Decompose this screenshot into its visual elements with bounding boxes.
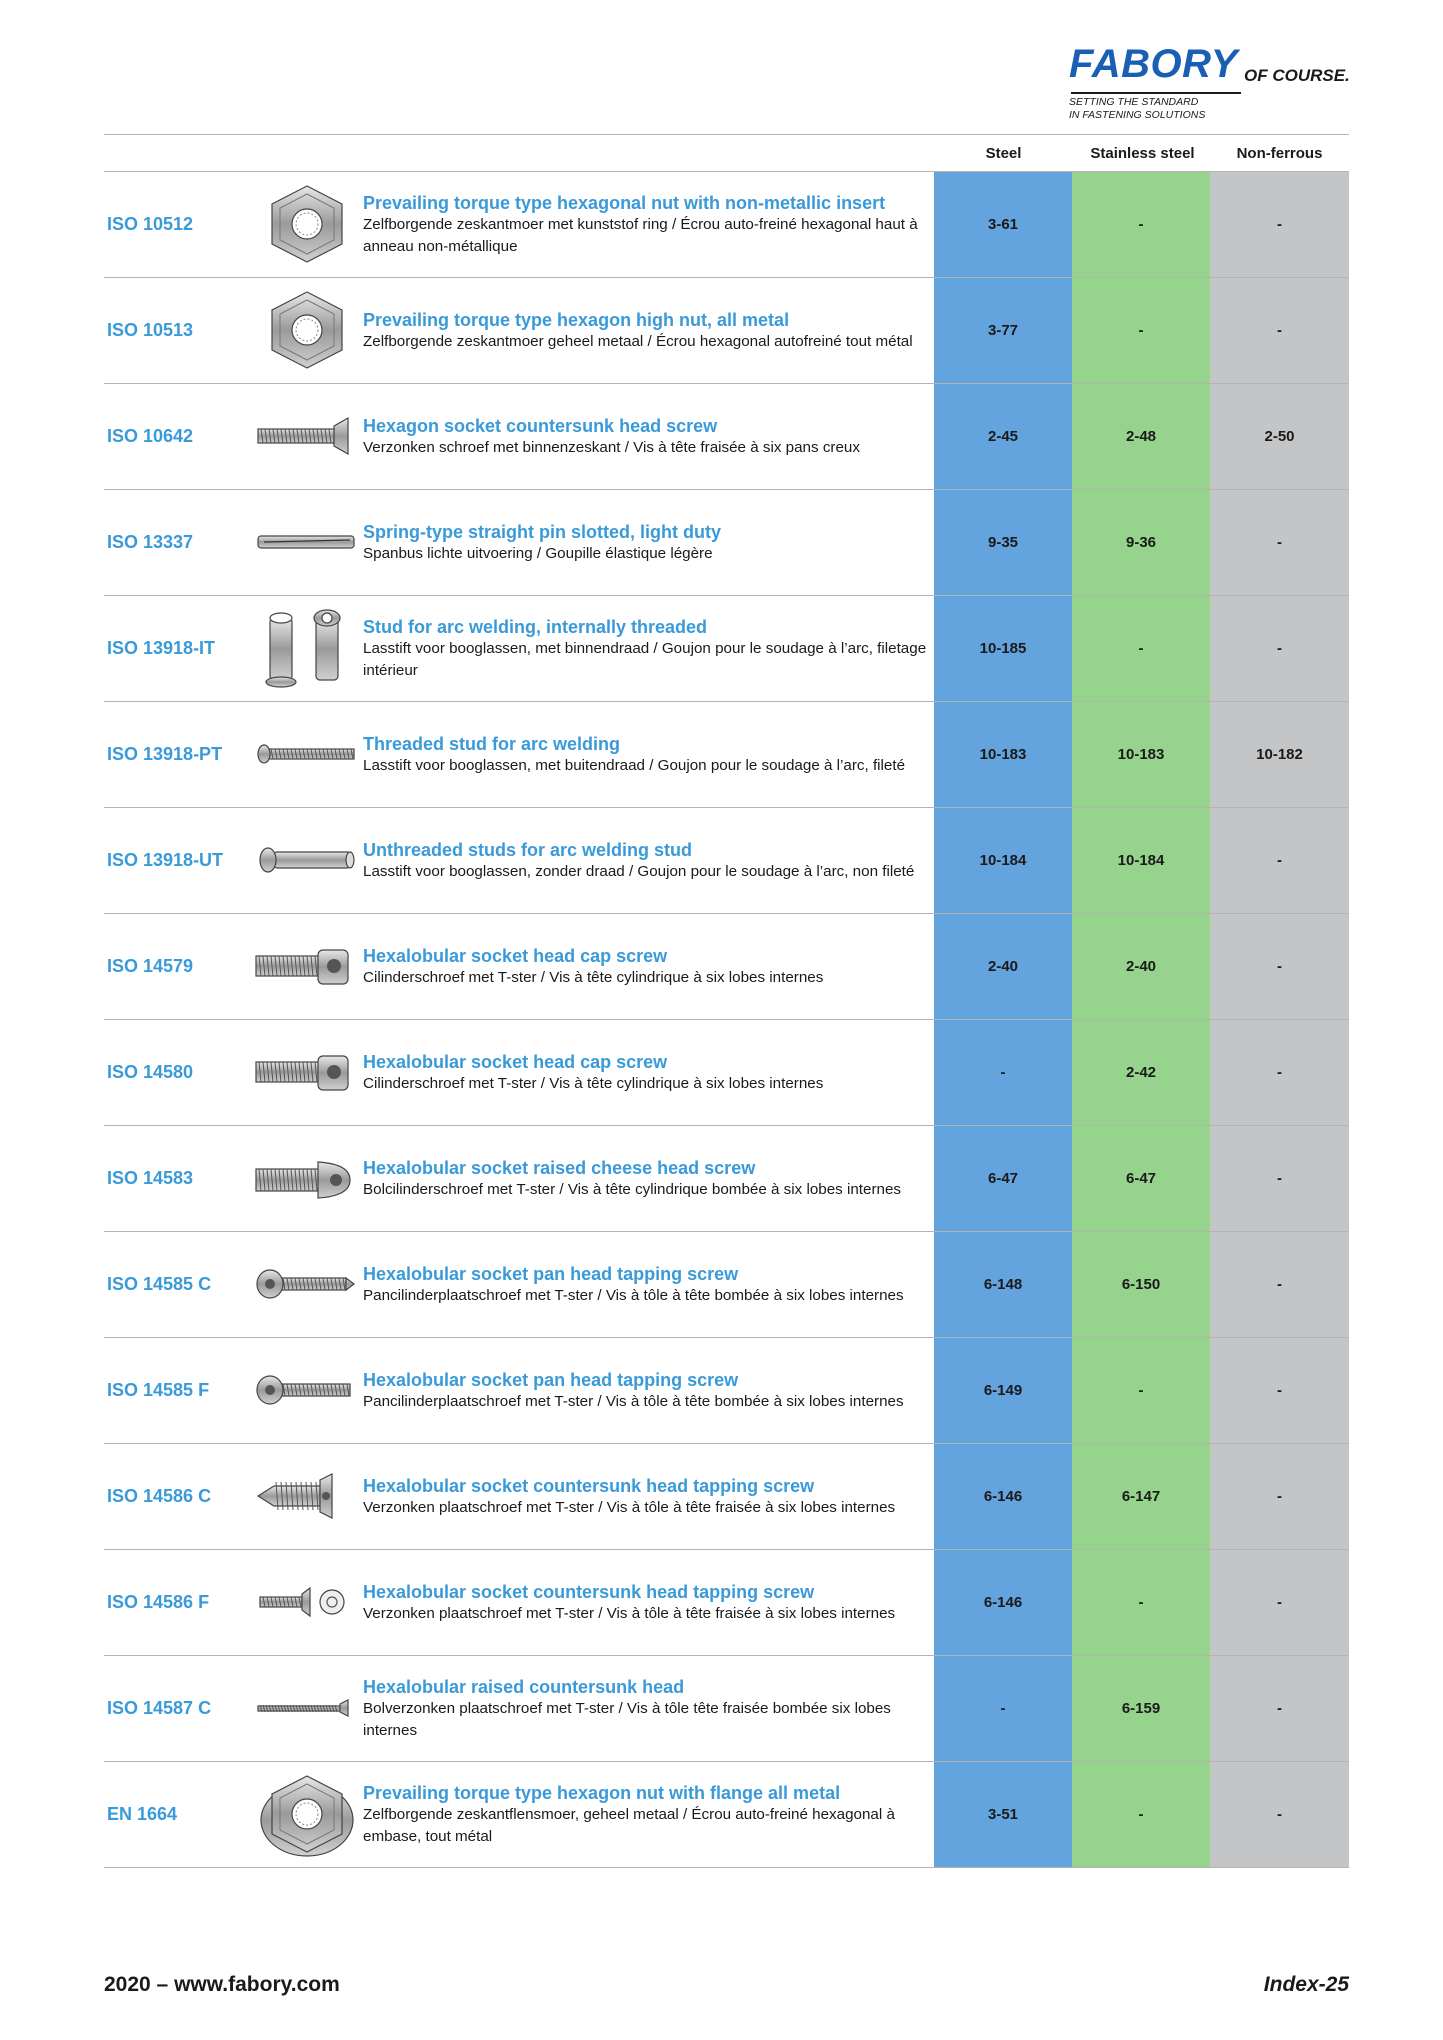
stainless-page-ref: 10-183 xyxy=(1072,702,1210,807)
product-title: Hexalobular socket countersunk head tapping screw xyxy=(363,1581,815,1602)
product-translation: Cilinderschroef met T-ster / Vis à tête cylindrique à six lobes internes xyxy=(363,968,824,986)
product-translation: Bolverzonken plaatschroef met T-ster / Vis à tôle tête fraisée bombée six lobes internes xyxy=(363,1699,891,1739)
standard-code: ISO 14585 F xyxy=(107,1380,210,1400)
product-translation: Verzonken schroef met binnenzeskant / Vis à tête fraisée à six pans creux xyxy=(363,438,860,456)
product-title: Hexalobular socket head cap screw xyxy=(363,945,668,966)
standard-code: ISO 10642 xyxy=(107,426,194,446)
table-row xyxy=(104,1020,1349,1126)
stainless-page-ref: 2-48 xyxy=(1072,384,1210,489)
stainless-page-ref: 6-147 xyxy=(1072,1444,1210,1549)
table-row xyxy=(104,384,1349,490)
standard-code: ISO 14580 xyxy=(107,1062,194,1082)
product-description xyxy=(363,1020,931,1125)
product-title: Hexalobular socket raised cheese head screw xyxy=(363,1157,756,1178)
table-row xyxy=(104,278,1349,384)
steel-page-ref: 6-47 xyxy=(934,1126,1072,1231)
header-stainless: Stainless steel xyxy=(1090,145,1195,162)
product-translation: Pancilinderplaatschroef met T-ster / Vis à tôle à tête bombée à six lobes internes xyxy=(363,1392,904,1410)
product-title: Prevailing torque type hexagon nut with flange all metal xyxy=(363,1782,841,1803)
raised-countersunk-screw-icon xyxy=(254,1664,360,1752)
cap-screw-icon xyxy=(254,922,360,1010)
stainless-page-ref: - xyxy=(1072,1762,1210,1867)
logo-tagline-2: IN FASTENING SOLUTIONS xyxy=(1069,109,1206,121)
product-translation: Bolcilinderschroef met T-ster / Vis à tête cylindrique bombée à six lobes internes xyxy=(363,1180,902,1198)
product-title: Unthreaded studs for arc welding stud xyxy=(363,839,693,860)
product-title: Stud for arc welding, internally threaded xyxy=(363,616,708,637)
product-description xyxy=(363,1656,931,1761)
pan-tapping-screw-c-icon xyxy=(254,1240,360,1328)
product-description xyxy=(363,1338,931,1443)
cheese-head-screw-icon xyxy=(254,1134,360,1222)
table-row xyxy=(104,914,1349,1020)
logo-tagline-1: SETTING THE STANDARD xyxy=(1069,96,1199,108)
product-description xyxy=(363,172,931,277)
standard-code: ISO 10513 xyxy=(107,320,194,340)
stainless-page-ref: - xyxy=(1072,1338,1210,1443)
steel-page-ref: 2-45 xyxy=(934,384,1072,489)
countersunk-screw-icon xyxy=(254,392,360,480)
product-description xyxy=(363,384,931,489)
nonferrous-page-ref: - xyxy=(1210,914,1349,1019)
product-description xyxy=(363,1126,931,1231)
steel-page-ref: 3-61 xyxy=(934,172,1072,277)
product-translation: Lasstift voor booglassen, met binnendraad / Goujon pour le soudage à l’arc, filetage intérieur xyxy=(363,639,927,679)
logo-tagline xyxy=(1069,96,1205,122)
product-description xyxy=(363,278,931,383)
steel-page-ref: 9-35 xyxy=(934,490,1072,595)
countersunk-tapping-screw-f-icon xyxy=(254,1558,360,1646)
product-translation: Zelfborgende zeskantflensmoer, geheel metaal / Écrou auto-freiné hexagonal à embase, tout métal xyxy=(363,1805,895,1845)
footer-page-number: Index-25 xyxy=(1263,1973,1349,1996)
steel-page-ref: 6-148 xyxy=(934,1232,1072,1337)
product-translation: Cilinderschroef met T-ster / Vis à tête cylindrique à six lobes internes xyxy=(363,1074,824,1092)
product-description xyxy=(363,914,931,1019)
steel-page-ref: 3-51 xyxy=(934,1762,1072,1867)
standard-code: ISO 13337 xyxy=(107,532,194,552)
standard-code: ISO 14587 C xyxy=(107,1698,212,1718)
footer-website: 2020 – www.fabory.com xyxy=(104,1973,340,1996)
steel-page-ref: - xyxy=(934,1656,1072,1761)
threaded-stud-icon xyxy=(254,710,360,798)
nonferrous-page-ref: - xyxy=(1210,1550,1349,1655)
fabory-logo xyxy=(1069,42,1369,122)
nonferrous-page-ref: - xyxy=(1210,1126,1349,1231)
product-description xyxy=(363,596,931,701)
table-row xyxy=(104,808,1349,914)
stainless-page-ref: 2-42 xyxy=(1072,1020,1210,1125)
table-row xyxy=(104,1126,1349,1232)
nonferrous-page-ref: - xyxy=(1210,278,1349,383)
product-description xyxy=(363,1550,931,1655)
table-row xyxy=(104,702,1349,808)
product-translation: Verzonken plaatschroef met T-ster / Vis à tôle à tête fraisée à six lobes internes xyxy=(363,1498,896,1516)
nonferrous-page-ref: - xyxy=(1210,1232,1349,1337)
steel-page-ref: 3-77 xyxy=(934,278,1072,383)
product-translation: Spanbus lichte uitvoering / Goupille élastique légère xyxy=(363,544,713,562)
nonferrous-page-ref: - xyxy=(1210,1020,1349,1125)
stainless-page-ref: - xyxy=(1072,278,1210,383)
product-description xyxy=(363,702,931,807)
product-description xyxy=(363,1232,931,1337)
standard-code: ISO 10512 xyxy=(107,214,194,234)
product-description xyxy=(363,1444,931,1549)
hex-high-nut-icon xyxy=(254,286,360,374)
product-title: Threaded stud for arc welding xyxy=(363,733,621,754)
stainless-page-ref: 6-47 xyxy=(1072,1126,1210,1231)
nonferrous-page-ref: - xyxy=(1210,1338,1349,1443)
nonferrous-page-ref: - xyxy=(1210,1656,1349,1761)
nylon-insert-nut-icon xyxy=(254,180,360,268)
product-index-table xyxy=(104,134,1349,1868)
product-description xyxy=(363,1762,931,1867)
product-title: Prevailing torque type hexagon high nut, all metal xyxy=(363,309,790,330)
table-row xyxy=(104,1656,1349,1762)
stainless-page-ref: - xyxy=(1072,596,1210,701)
steel-page-ref: 10-184 xyxy=(934,808,1072,913)
product-translation: Verzonken plaatschroef met T-ster / Vis à tôle à tête fraisée à six lobes internes xyxy=(363,1604,896,1622)
nonferrous-page-ref: 10-182 xyxy=(1210,702,1349,807)
nonferrous-page-ref: - xyxy=(1210,596,1349,701)
header-nonferrous: Non-ferrous xyxy=(1236,145,1323,162)
stainless-page-ref: 10-184 xyxy=(1072,808,1210,913)
nonferrous-page-ref: - xyxy=(1210,490,1349,595)
stainless-page-ref: - xyxy=(1072,1550,1210,1655)
standard-code: ISO 14586 F xyxy=(107,1592,210,1612)
header-steel: Steel xyxy=(985,145,1022,162)
standard-code: ISO 14585 C xyxy=(107,1274,212,1294)
table-row xyxy=(104,1338,1349,1444)
countersunk-tapping-screw-c-icon xyxy=(254,1452,360,1540)
product-title: Hexagon socket countersunk head screw xyxy=(363,415,718,436)
stainless-page-ref: 6-159 xyxy=(1072,1656,1210,1761)
product-translation: Lasstift voor booglassen, met buitendraad / Goujon pour le soudage à l’arc, fileté xyxy=(363,756,906,774)
logo-brand: FABORY xyxy=(1069,42,1238,86)
standard-code: ISO 14583 xyxy=(107,1168,194,1188)
nonferrous-page-ref: - xyxy=(1210,1762,1349,1867)
product-description xyxy=(363,808,931,913)
product-description xyxy=(363,490,931,595)
standard-code: ISO 14586 C xyxy=(107,1486,212,1506)
steel-page-ref: - xyxy=(934,1020,1072,1125)
table-row xyxy=(104,1232,1349,1338)
standard-code: ISO 13918-UT xyxy=(107,850,224,870)
table-row xyxy=(104,172,1349,278)
steel-page-ref: 6-146 xyxy=(934,1444,1072,1549)
table-row xyxy=(104,596,1349,702)
product-translation: Zelfborgende zeskantmoer met kunststof ring / Écrou auto-freiné hexagonal haut à anneau non-métallique xyxy=(363,215,918,255)
cap-screw-icon xyxy=(254,1028,360,1116)
stainless-page-ref: 9-36 xyxy=(1072,490,1210,595)
nonferrous-page-ref: 2-50 xyxy=(1210,384,1349,489)
logo-rule xyxy=(1071,92,1241,94)
product-title: Hexalobular socket pan head tapping screw xyxy=(363,1369,739,1390)
steel-page-ref: 10-185 xyxy=(934,596,1072,701)
table-row xyxy=(104,1762,1349,1868)
steel-page-ref: 6-149 xyxy=(934,1338,1072,1443)
steel-page-ref: 2-40 xyxy=(934,914,1072,1019)
product-translation: Pancilinderplaatschroef met T-ster / Vis à tôle à tête bombée à six lobes internes xyxy=(363,1286,904,1304)
flange-nut-icon xyxy=(254,1770,360,1858)
nonferrous-page-ref: - xyxy=(1210,808,1349,913)
table-row xyxy=(104,1550,1349,1656)
logo-slogan: OF COURSE. xyxy=(1244,66,1350,85)
steel-page-ref: 6-146 xyxy=(934,1550,1072,1655)
standard-code: ISO 13918-PT xyxy=(107,744,223,764)
nonferrous-page-ref: - xyxy=(1210,1444,1349,1549)
product-title: Hexalobular raised countersunk head xyxy=(363,1676,685,1697)
internal-thread-stud-icon xyxy=(254,604,360,692)
stainless-page-ref: 6-150 xyxy=(1072,1232,1210,1337)
table-header xyxy=(104,135,1349,172)
table-row xyxy=(104,490,1349,596)
table-body xyxy=(104,172,1349,1868)
product-translation: Zelfborgende zeskantmoer geheel metaal / Écrou hexagonal autofreiné tout métal xyxy=(363,332,913,350)
product-title: Hexalobular socket pan head tapping screw xyxy=(363,1263,739,1284)
product-title: Hexalobular socket countersunk head tapping screw xyxy=(363,1475,815,1496)
product-title: Prevailing torque type hexagonal nut with non-metallic insert xyxy=(363,192,886,213)
standard-code: EN 1664 xyxy=(107,1804,178,1824)
standard-code: ISO 13918-IT xyxy=(107,638,216,658)
unthreaded-stud-icon xyxy=(254,816,360,904)
product-title: Hexalobular socket head cap screw xyxy=(363,1051,668,1072)
product-translation: Lasstift voor booglassen, zonder draad / Goujon pour le soudage à l’arc, non fileté xyxy=(363,862,915,880)
stainless-page-ref: - xyxy=(1072,172,1210,277)
table-row xyxy=(104,1444,1349,1550)
pan-tapping-screw-f-icon xyxy=(254,1346,360,1434)
standard-code: ISO 14579 xyxy=(107,956,194,976)
spring-pin-icon xyxy=(254,498,360,586)
steel-page-ref: 10-183 xyxy=(934,702,1072,807)
nonferrous-page-ref: - xyxy=(1210,172,1349,277)
stainless-page-ref: 2-40 xyxy=(1072,914,1210,1019)
product-title: Spring-type straight pin slotted, light duty xyxy=(363,521,721,542)
